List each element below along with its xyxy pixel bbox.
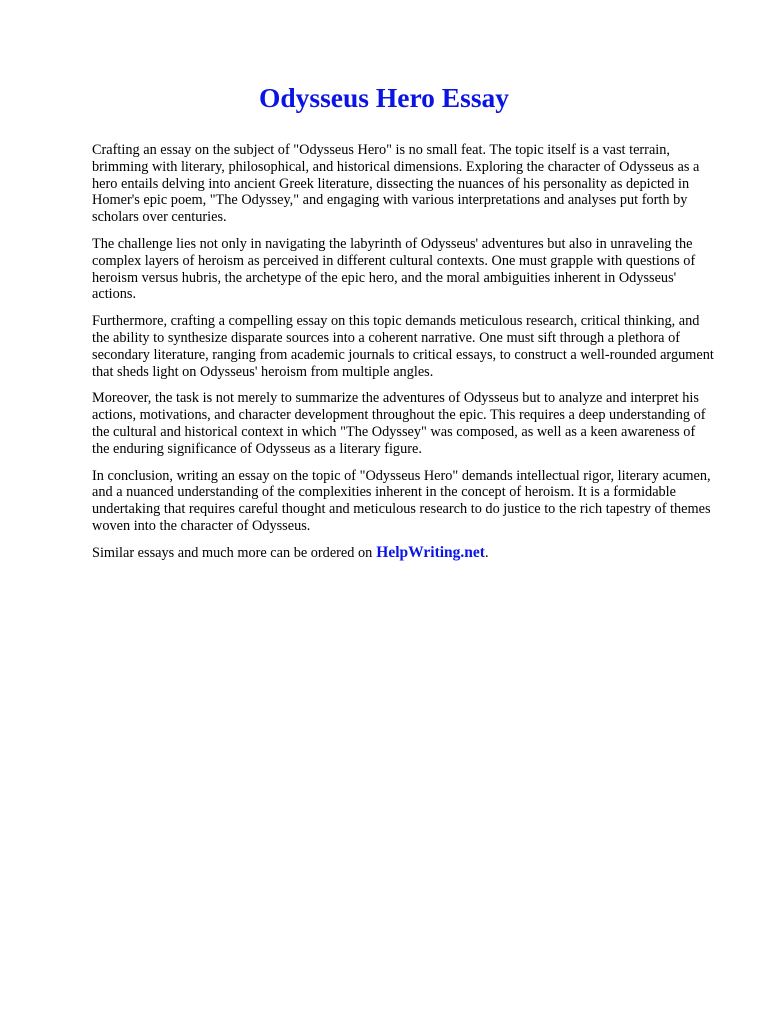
page-title: Odysseus Hero Essay	[258, 82, 510, 113]
helpwriting-link[interactable]: HelpWriting.net	[376, 543, 485, 561]
essay-body	[92, 142, 716, 562]
paragraph-3: Furthermore, crafting a compelling essay on this topic demands meticulous research, critical thinking, and the ability to synthesize disparate sources into a coherent narrative. One must sift through a plethora of secondary literature, ranging from academic journals to critical essays, to construct a well-rounded argument that sheds light on Odysseus' heroism from multiple angles.	[92, 313, 714, 380]
paragraph-2: The challenge lies not only in navigating the labyrinth of Odysseus' adventures but also in unraveling the complex layers of heroism as perceived in different cultural contexts. One must grapple with questions of heroism versus hubris, the archetype of the epic hero, and the moral ambiguities inherent in Odysseus' actions.	[92, 235, 696, 303]
paragraph-5: In conclusion, writing an essay on the topic of "Odysseus Hero" demands intellectual rigor, literary acumen, and a nuanced understanding of the complexities inherent in the concept of heroism. It is a formidable undertaking that requires careful thought and meticulous research to do justice to the rich tapestry of themes woven into the character of Odysseus.	[92, 467, 711, 534]
paragraph-1: Crafting an essay on the subject of "Odysseus Hero" is no small feat. The topic itself is a vast terrain, brimming with literary, philosophical, and historical dimensions. Exploring the character of Odysseus as a hero entails delving into ancient Greek literature, dissecting the nuances of his personality as depicted in Homer's epic poem, "The Odyssey," and engaging with various interpretations and analyses put forth by scholars over centuries.	[92, 142, 700, 226]
closing-punct: .	[484, 544, 489, 561]
closing-line	[92, 545, 716, 562]
paragraph-4: Moreover, the task is not merely to summarize the adventures of Odysseus but to analyze and interpret his actions, motivations, and character development throughout the epic. This requires a deep understanding of the cultural and historical context in which "The Odyssey" was composed, as well as a keen awareness of the enduring significance of Odysseus as a literary figure.	[92, 390, 706, 457]
closing-text: Similar essays and much more can be ordered on	[92, 544, 373, 561]
